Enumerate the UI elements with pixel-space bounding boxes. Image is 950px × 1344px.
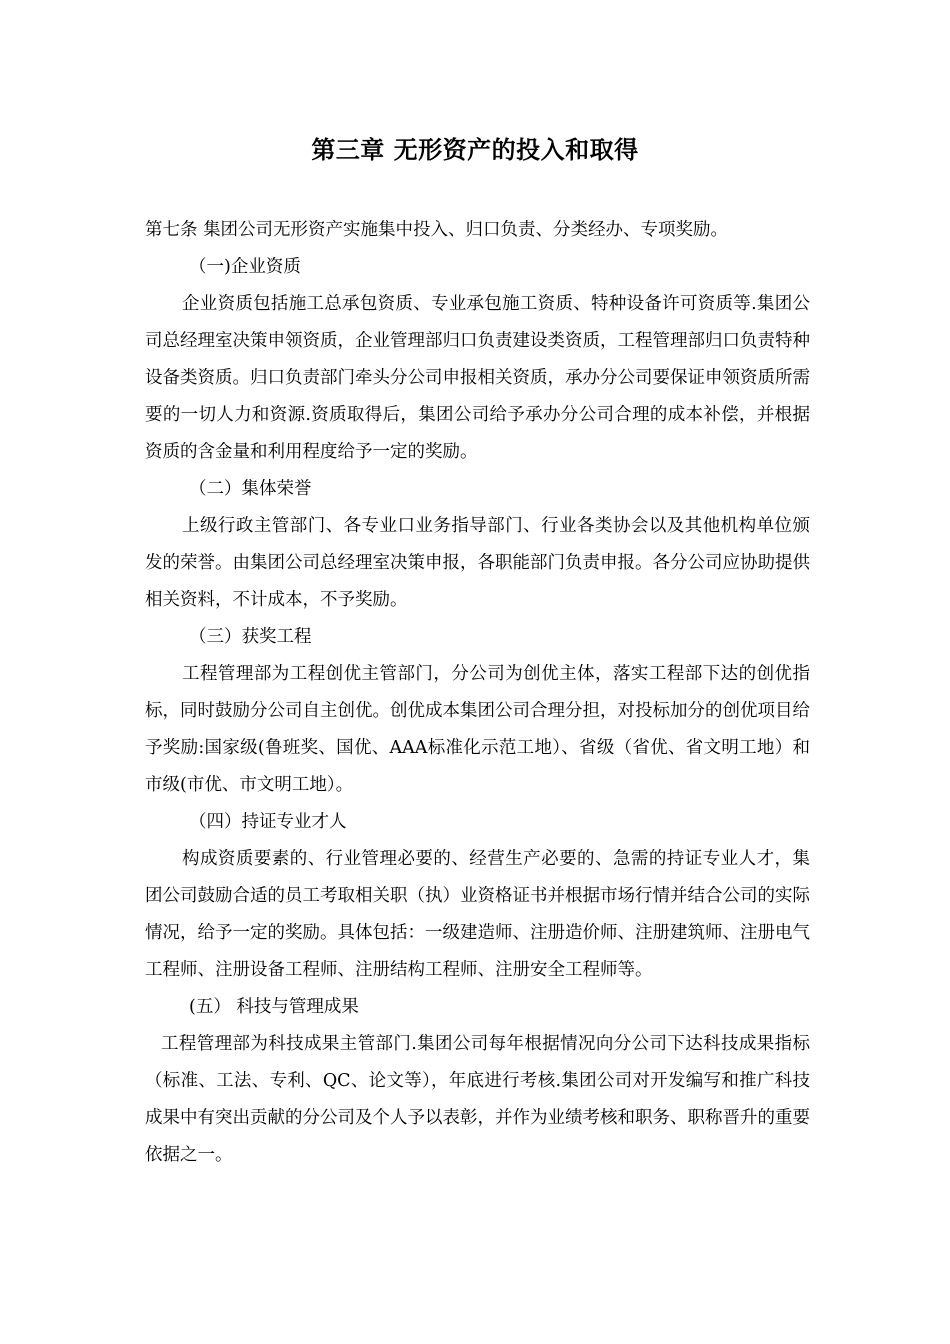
paragraph-certified-talent: 构成资质要素的、行业管理必要的、经营生产必要的、急需的持证专业人才，集团公司鼓励合适的员工考取相关职（执）业资格证书并根据市场行情并结合公司的实际情况，给予一定的奖励。具体包括：一级建造师、注册造价师、注册建筑师、注册电气工程师、注册设备工程师、注册结构工程师、注册安全工程师等。 [145, 849, 810, 980]
article-seven-heading: 第七条 集团公司无形资产实施集中投入、归口负责、分类经办、专项奖励。 [145, 220, 729, 240]
section-heading-certified-talent: （四）持证专业才人 [189, 812, 347, 832]
chapter-title: 第三章 无形资产的投入和取得 [311, 136, 639, 164]
paragraph-collective-honor: 上级行政主管部门、各专业口业务指导部门、行业各类协会以及其他机构单位颁发的荣誉。由集团公司总经理室决策申报，各职能部门负责申报。各分公司应协助提供相关资料，不计成本，不予奖励。 [145, 516, 810, 610]
paragraph-tech-achievements: 工程管理部为科技成果主管部门.集团公司每年根据情况向分公司下达科技成果指标（标准、工法、专利、QC、论文等），年底进行考核.集团公司对开发编写和推广科技成果中有突出贡献的分公司及个人予以表彰，并作为业绩考核和职务、职称晋升的重要依据之一。 [145, 1034, 810, 1165]
paragraph-award-projects: 工程管理部为工程创优主管部门，分公司为创优主体，落实工程部下达的创优指标，同时鼓励分公司自主创优。创优成本集团公司合理分担，对投标加分的创优项目给予奖励:国家级(鲁班奖、国优、AAA标准化示范工地）、省级（省优、省文明工地）和市级(市优、市文明工地）。 [145, 664, 810, 795]
section-heading-tech-achievements: (五） 科技与管理成果 [189, 997, 359, 1017]
section-heading-qualification: （一)企业资质 [189, 257, 301, 277]
section-heading-award-projects: （三）获奖工程 [189, 627, 312, 647]
section-heading-collective-honor: （二）集体荣誉 [189, 479, 312, 499]
chapter-body [145, 212, 810, 1174]
paragraph-qualification: 企业资质包括施工总承包资质、专业承包施工资质、特种设备许可资质等.集团公司总经理室决策申领资质，企业管理部归口负责建设类资质，工程管理部归口负责特种设备类资质。归口负责部门牵头分公司申报相关资质，承办分公司要保证申领资质所需要的一切人力和资源.资质取得后，集团公司给予承办分公司合理的成本补偿，并根据资质的含金量和利用程度给予一定的奖励。 [145, 294, 810, 462]
